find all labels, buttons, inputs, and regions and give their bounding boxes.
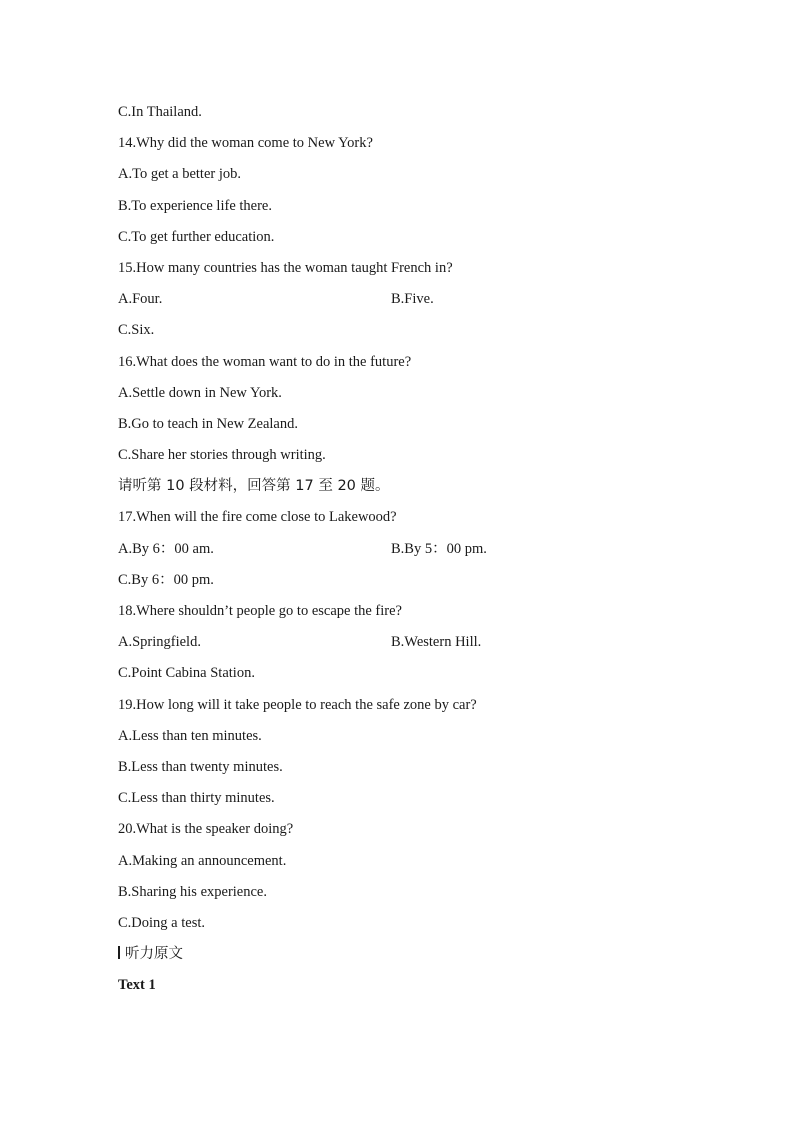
- option-b-q15: B.Five.: [391, 291, 434, 308]
- transcript-heading: [118, 942, 718, 973]
- question-18: 18.Where shouldn’t people go to escape the fire?: [118, 603, 402, 619]
- option-a-q17: A.By 6：00 am.: [118, 540, 214, 557]
- option-b-q19: B.Less than twenty minutes.: [118, 758, 283, 775]
- option-a-q16: A.Settle down in New York.: [118, 384, 282, 401]
- option-b-q18: B.Western Hill.: [391, 634, 482, 651]
- section-instruction: 请听第 10 段材料，回答第 17 至 20 题。: [118, 478, 390, 495]
- option-a-q20: A.Making an announcement.: [118, 852, 287, 869]
- option-b-q14: B.To experience life there.: [118, 197, 272, 214]
- option-c-q14: C.To get further education.: [118, 228, 275, 245]
- marker-icon: [118, 946, 124, 959]
- option-c-q16: C.Share her stories through writing.: [118, 447, 326, 464]
- options-ab-q18: [118, 630, 718, 661]
- option-a-q14: A.To get a better job.: [118, 166, 242, 183]
- option-a-q19: A.Less than ten minutes.: [118, 727, 262, 744]
- option-a-q15: A.Four.: [118, 291, 163, 308]
- text-1-heading: Text 1: [118, 977, 156, 994]
- option-c-q13: C.In Thailand.: [118, 104, 202, 120]
- question-17: 17.When will the fire come close to Lakewood?: [118, 509, 397, 526]
- transcript-heading-text: 听力原文: [125, 946, 183, 963]
- option-c-q18: C.Point Cabina Station.: [118, 665, 255, 682]
- document-page: [118, 100, 718, 1004]
- question-16: 16.What does the woman want to do in the future?: [118, 353, 412, 370]
- option-b-q16: B.Go to teach in New Zealand.: [118, 415, 298, 432]
- question-15: 15.How many countries has the woman taught French in?: [118, 259, 453, 276]
- question-20: 20.What is the speaker doing?: [118, 821, 294, 838]
- option-c-q17: C.By 6：00 pm.: [118, 571, 214, 588]
- option-b-q17: B.By 5：00 pm.: [391, 540, 487, 557]
- option-a-q18: A.Springfield.: [118, 634, 201, 651]
- options-ab-q17: [118, 537, 718, 568]
- question-14: 14.Why did the woman come to New York?: [118, 135, 373, 152]
- option-c-q15: C.Six.: [118, 322, 155, 339]
- question-19: 19.How long will it take people to reach the safe zone by car?: [118, 696, 477, 713]
- options-ab-q15: [118, 287, 718, 318]
- option-c-q20: C.Doing a test.: [118, 914, 205, 931]
- option-b-q20: B.Sharing his experience.: [118, 883, 267, 900]
- option-c-q19: C.Less than thirty minutes.: [118, 790, 275, 807]
